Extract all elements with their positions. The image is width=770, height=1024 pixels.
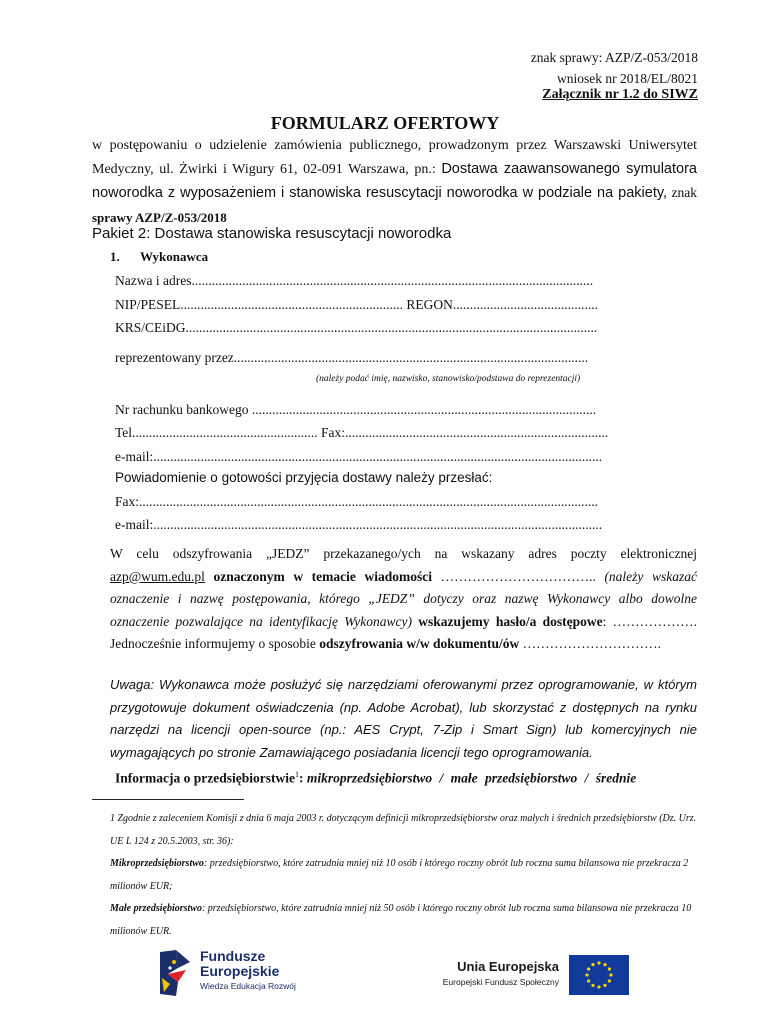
- jedz-dots-3: ………………………….: [522, 636, 661, 651]
- field-name-address[interactable]: Nazwa i adres.......................................................................................................................: [115, 273, 594, 288]
- annex-label: Załącznik nr 1.2 do SIWZ: [542, 87, 698, 102]
- section-contractor: [110, 249, 208, 265]
- footnote-divider: [92, 799, 244, 800]
- fe-line-1: Fundusze: [200, 948, 266, 964]
- jedz-dots-2: : ………………. Jednocześnie informujemy o sposobie: [110, 613, 698, 651]
- field-phone-fax[interactable]: Tel....................................................... Fax:..............................................................................: [115, 425, 609, 440]
- representative-note: (należy podać imię, nazwisko, stanowisko/podstawa do reprezentacji): [316, 374, 581, 384]
- field-representative[interactable]: reprezentowany przez.........................................................................................................: [115, 350, 589, 365]
- field-fax-notify[interactable]: Fax:........................................................................................................................................: [115, 494, 599, 509]
- jedz-decrypt-bold: odszyfrowania w/w dokumentu/ów: [319, 636, 520, 651]
- intro-text: w postępowaniu o udzielenie zamówienia publicznego, prowadzonym przez Warszawski Uniwersytet Medyczny, ul. Żwirki i Wigury 61, 02-091 Warszawa, pn.:: [92, 138, 697, 177]
- application-number: wniosek nr 2018/EL/8021: [557, 71, 698, 86]
- notification-label: Powiadomienie o gotowości przyjęcia dostawy należy przesłać:: [115, 470, 493, 485]
- field-nip-regon[interactable]: NIP/PESEL.................................................................. REGON...........................................: [115, 297, 599, 312]
- field-krs[interactable]: KRS/CEiDG..........................................................................................................................: [115, 320, 598, 335]
- jedz-password-bold: wskazujemy hasło/a dostępowe: [418, 613, 603, 629]
- section-title: Wykonawca: [140, 249, 209, 264]
- email-link[interactable]: azp@wum.edu.pl: [110, 568, 205, 584]
- field-bank-account[interactable]: Nr rachunku bankowego ......................................................................................................: [115, 402, 597, 417]
- footnote-small: [110, 898, 697, 943]
- jedz-dots-1: ……………………………..: [440, 568, 596, 584]
- field-email-notify[interactable]: e-mail:.....................................................................................................................................: [115, 517, 603, 532]
- fe-line-2: Europejskie: [200, 963, 280, 979]
- jedz-subject-bold: oznaczonym w temacie wiadomości: [213, 568, 432, 584]
- jedz-instruction: (należy wskazać oznaczenie i nazwę postępowania, którego „JEDZ” dotyczy oraz nazwę Wykonawcy albo dowolne oznaczenie pozwalające na identyfikację Wykonawcy): [110, 568, 698, 629]
- fe-emblem-icon: [156, 948, 196, 998]
- enterprise-options[interactable]: mikroprzedsiębiorstwo / małe przedsiębiorstwo / średnie: [306, 770, 637, 786]
- intro-case-ref: sprawy AZP/Z-053/2018: [92, 209, 227, 225]
- jedz-text: W celu odszyfrowania „JEDZ” przekazanego/ych na wskazany adres poczty elektronicznej: [110, 546, 697, 561]
- enterprise-info: Informacja o przedsiębiorstwie$^1$: mikroprzedsiębiorstwo / małe przedsiębiorstwo / średnie: [115, 770, 637, 786]
- footnote-small-text: : przedsiębiorstwo, które zatrudnia mniej niż 50 osób i którego roczny obrót lub roczna suma bilansowa nie przekracza 10 milionów EUR.: [110, 903, 692, 937]
- enterprise-label: Informacja o przedsiębiorstwie: [115, 770, 295, 786]
- case-number: znak sprawy: AZP/Z-053/2018: [530, 50, 698, 65]
- jedz-paragraph: [110, 543, 697, 656]
- logo-unia-europejska: [433, 955, 633, 995]
- ue-line-1: Unia Europejska: [457, 959, 559, 974]
- intro-subject: Dostawa zaawansowanego symulatora noworodka z wyposażeniem i stanowiska resuscytacji noworodka w podziale na pakiety,: [92, 160, 697, 201]
- package-title: Pakiet 2: Dostawa stanowiska resuscytacji noworodka: [92, 225, 452, 242]
- footnote-micro: [110, 853, 697, 898]
- logo-fundusze-europejskie: [156, 948, 316, 998]
- ue-line-2: Europejski Fundusz Społeczny: [442, 977, 559, 987]
- warning-paragraph: Uwaga: Wykonawca może posłużyć się narzędziami oferowanymi przez oprogramowanie, w którym przygotowuje dokument oświadczenia (np. Adobe Acrobat), lub skorzystać z dostępnych na rynku narzędzi na licencji open-source (np.: AES Crypt, 7-Zip i Smart Sign) lub komercyjnych nie wymagających po stronie Zamawiającego posiadania licencji tego oprogramowania.: [110, 677, 697, 760]
- footnote-small-label: Małe przedsiębiorstwo: [110, 903, 202, 914]
- eu-flag-icon: [569, 955, 629, 995]
- field-email[interactable]: e-mail:.....................................................................................................................................: [115, 449, 603, 464]
- footnote-micro-text: : przedsiębiorstwo, które zatrudnia mniej niż 10 osób i którego roczny obrót lub roczna suma bilansowa nie przekracza 2 milionów EUR;: [110, 858, 689, 892]
- section-number: 1.: [110, 249, 120, 264]
- footnote-ref: 1: [294, 770, 299, 779]
- fe-line-3: Wiedza Edukacja Rozwój: [200, 981, 296, 991]
- page-title: FORMULARZ OFERTOWY: [270, 113, 500, 133]
- footnote-micro-label: Mikroprzedsiębiorstwo: [110, 858, 204, 869]
- intro-paragraph: [92, 134, 697, 230]
- intro-case-label: znak: [671, 185, 698, 200]
- footnote-1: 1 Zgodnie z zaleceniem Komisji z dnia 6 maja 2003 r. dotyczącym definicji mikroprzedsiębiorstw oraz małych i średnich przedsiębiorstw (Dz. Urz. UE L 124 z 20.5.2003, str. 36):: [110, 813, 697, 847]
